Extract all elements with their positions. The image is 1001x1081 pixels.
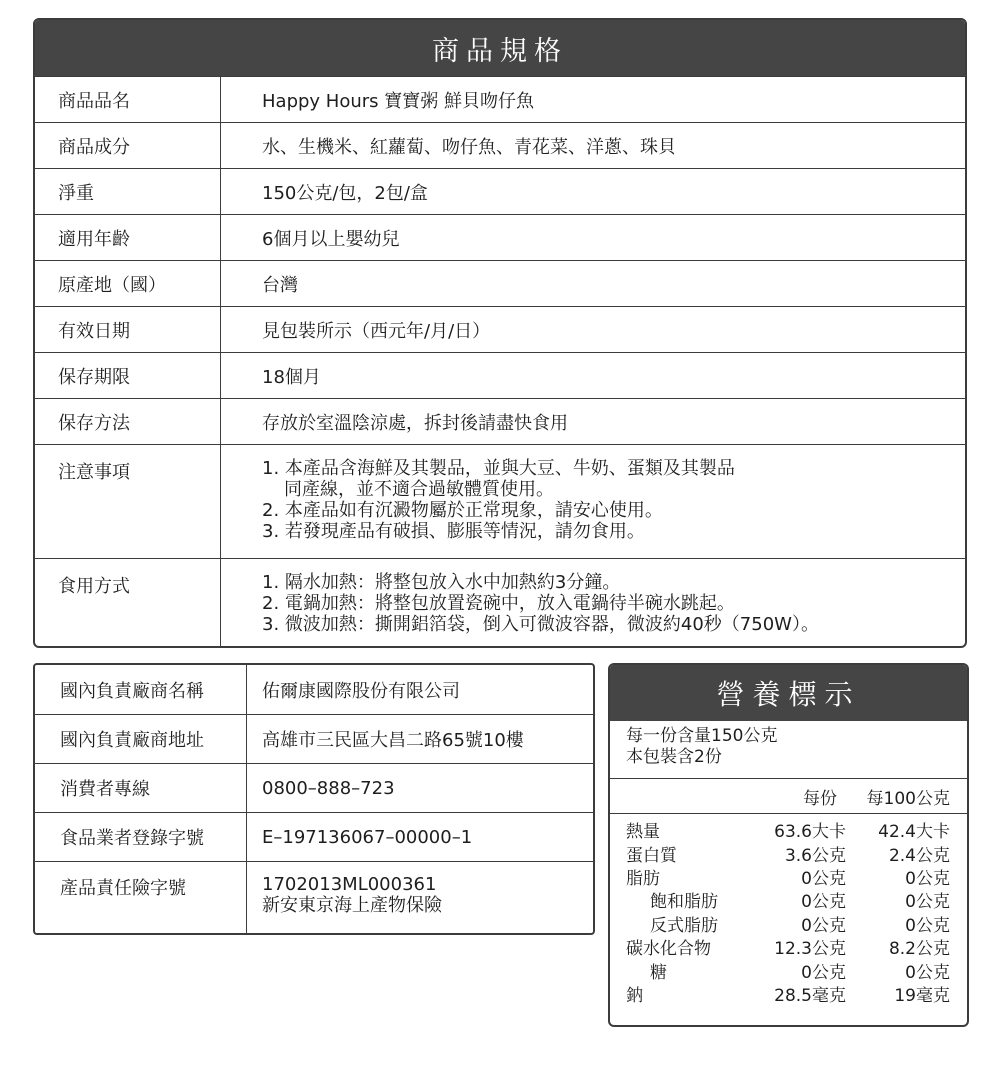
spec-value: 18個月 — [262, 366, 321, 388]
company-row-name — [35, 665, 593, 714]
nutrient-per-100g: 0公克 — [905, 892, 950, 913]
nutrient-name: 鈉 — [626, 985, 643, 1006]
spec-label: 有效日期 — [35, 307, 221, 352]
servings-per-package: 本包裝含2份 — [626, 747, 722, 767]
usage-line: 2. 電鍋加熱：將整包放置瓷碗中，放入電鍋待半碗水跳起。 — [262, 593, 735, 614]
note-line: 3. 若發現產品有破損、膨脹等情況，請勿食用。 — [262, 521, 645, 542]
usage-line: 1. 隔水加熱：將整包放入水中加熱約3分鐘。 — [262, 572, 621, 593]
spec-label: 注意事項 — [35, 445, 221, 558]
nutrient-per-serving: 0公克 — [801, 962, 846, 983]
nutrient-per-serving: 0公克 — [801, 892, 846, 913]
spec-row-storage — [35, 398, 965, 444]
note-line: 2. 本產品如有沉澱物屬於正常現象，請安心使用。 — [262, 500, 663, 521]
spec-row-usage — [35, 558, 965, 648]
company-label: 消費者專線 — [35, 764, 247, 812]
usage-line: 3. 微波加熱：撕開鋁箔袋，倒入可微波容器，微波約40秒（750W）。 — [262, 614, 819, 635]
company-label: 食品業者登錄字號 — [35, 813, 247, 861]
spec-row-origin — [35, 260, 965, 306]
company-label: 產品責任險字號 — [35, 862, 247, 935]
col-per-100g: 每100公克 — [866, 788, 950, 809]
nutrient-per-serving: 3.6公克 — [784, 845, 846, 866]
spec-value: 台灣 — [262, 274, 298, 296]
nutrient-name: 熱量 — [626, 822, 660, 843]
nutrient-name: 糖 — [650, 962, 667, 983]
nutrient-name: 飽和脂肪 — [650, 892, 718, 913]
spec-label: 商品品名 — [35, 77, 221, 122]
nutrient-per-100g: 8.2公克 — [888, 939, 950, 960]
spec-label: 適用年齡 — [35, 215, 221, 260]
nutrient-row — [610, 865, 967, 888]
spec-label: 保存方法 — [35, 399, 221, 444]
company-label: 國內負責廠商名稱 — [35, 665, 247, 714]
company-value: E–197136067–00000–1 — [262, 826, 473, 848]
company-value: 佑爾康國際股份有限公司 — [262, 680, 460, 702]
notes-list — [221, 445, 965, 558]
note-line: 1. 本產品含海鮮及其製品，並與大豆、牛奶、蛋類及其製品 — [262, 458, 735, 479]
nutrient-row — [610, 935, 967, 958]
company-row-registration — [35, 812, 593, 861]
spec-row-expiry — [35, 306, 965, 352]
company-row-hotline — [35, 763, 593, 812]
nutrient-row — [610, 982, 967, 1005]
spec-value: 6個月以上嬰幼兒 — [262, 228, 400, 250]
nutrient-name: 脂肪 — [626, 868, 660, 889]
nutrient-per-100g: 42.4大卡 — [878, 822, 950, 843]
nutrient-per-100g: 19毫克 — [894, 985, 950, 1006]
nutrition-facts-panel — [608, 663, 969, 1027]
spec-row-notes — [35, 444, 965, 558]
nutrient-per-serving: 63.6大卡 — [774, 822, 846, 843]
spec-label: 保存期限 — [35, 353, 221, 398]
nutrient-per-serving: 12.3公克 — [774, 939, 846, 960]
col-per-serving: 每份 — [803, 788, 837, 809]
serving-info — [610, 721, 967, 779]
spec-value: 150公克/包，2包/盒 — [262, 182, 428, 204]
company-row-insurance — [35, 861, 593, 935]
insurance-value — [247, 862, 593, 935]
serving-size: 每一份含量150公克 — [626, 726, 778, 746]
spec-row-shelf-life — [35, 352, 965, 398]
nutrient-per-100g: 0公克 — [905, 962, 950, 983]
spec-value: 見包裝所示（西元年/月/日） — [262, 320, 491, 342]
spec-value: 存放於室溫陰涼處，拆封後請盡快食用 — [262, 412, 568, 434]
insurance-number: 1702013ML000361 — [262, 874, 437, 895]
nutrition-rows — [610, 814, 967, 1005]
spec-label: 淨重 — [35, 169, 221, 214]
company-info-table — [33, 663, 595, 935]
company-value: 高雄市三民區大昌二路65號10樓 — [262, 730, 524, 751]
nutrition-column-header — [610, 779, 967, 814]
nutrient-row — [610, 912, 967, 935]
nutrient-per-serving: 28.5毫克 — [774, 985, 846, 1006]
spec-title: 商品規格 — [35, 20, 965, 76]
spec-row-net-weight — [35, 168, 965, 214]
spec-label: 商品成分 — [35, 123, 221, 168]
usage-list — [221, 559, 965, 648]
nutrition-title: 營養標示 — [610, 665, 967, 721]
spec-row-age — [35, 214, 965, 260]
spec-value: 水、生機米、紅蘿蔔、吻仔魚、青花菜、洋蔥、珠貝 — [262, 136, 676, 158]
product-spec-table — [33, 18, 967, 648]
nutrient-row — [610, 841, 967, 864]
nutrient-name: 反式脂肪 — [650, 915, 718, 936]
spec-row-ingredients — [35, 122, 965, 168]
nutrient-per-100g: 2.4公克 — [888, 845, 950, 866]
spec-label: 食用方式 — [35, 559, 221, 648]
company-value: 0800–888–723 — [262, 777, 395, 799]
nutrient-row — [610, 888, 967, 911]
company-label: 國內負責廠商地址 — [35, 715, 247, 763]
nutrient-per-100g: 0公克 — [905, 868, 950, 889]
nutrient-name: 碳水化合物 — [626, 939, 711, 960]
spec-value: Happy Hours 寶寶粥 鮮貝吻仔魚 — [262, 90, 534, 112]
nutrient-row — [610, 818, 967, 841]
nutrient-per-100g: 0公克 — [905, 915, 950, 936]
nutrient-per-serving: 0公克 — [801, 915, 846, 936]
nutrient-row — [610, 958, 967, 981]
nutrient-per-serving: 0公克 — [801, 868, 846, 889]
spec-row-name — [35, 76, 965, 122]
note-line: 同產線，並不適合過敏體質使用。 — [284, 479, 554, 500]
spec-label: 原產地（國） — [35, 261, 221, 306]
insurance-company: 新安東京海上產物保險 — [262, 895, 442, 916]
company-row-address — [35, 714, 593, 763]
nutrient-name: 蛋白質 — [626, 845, 677, 866]
